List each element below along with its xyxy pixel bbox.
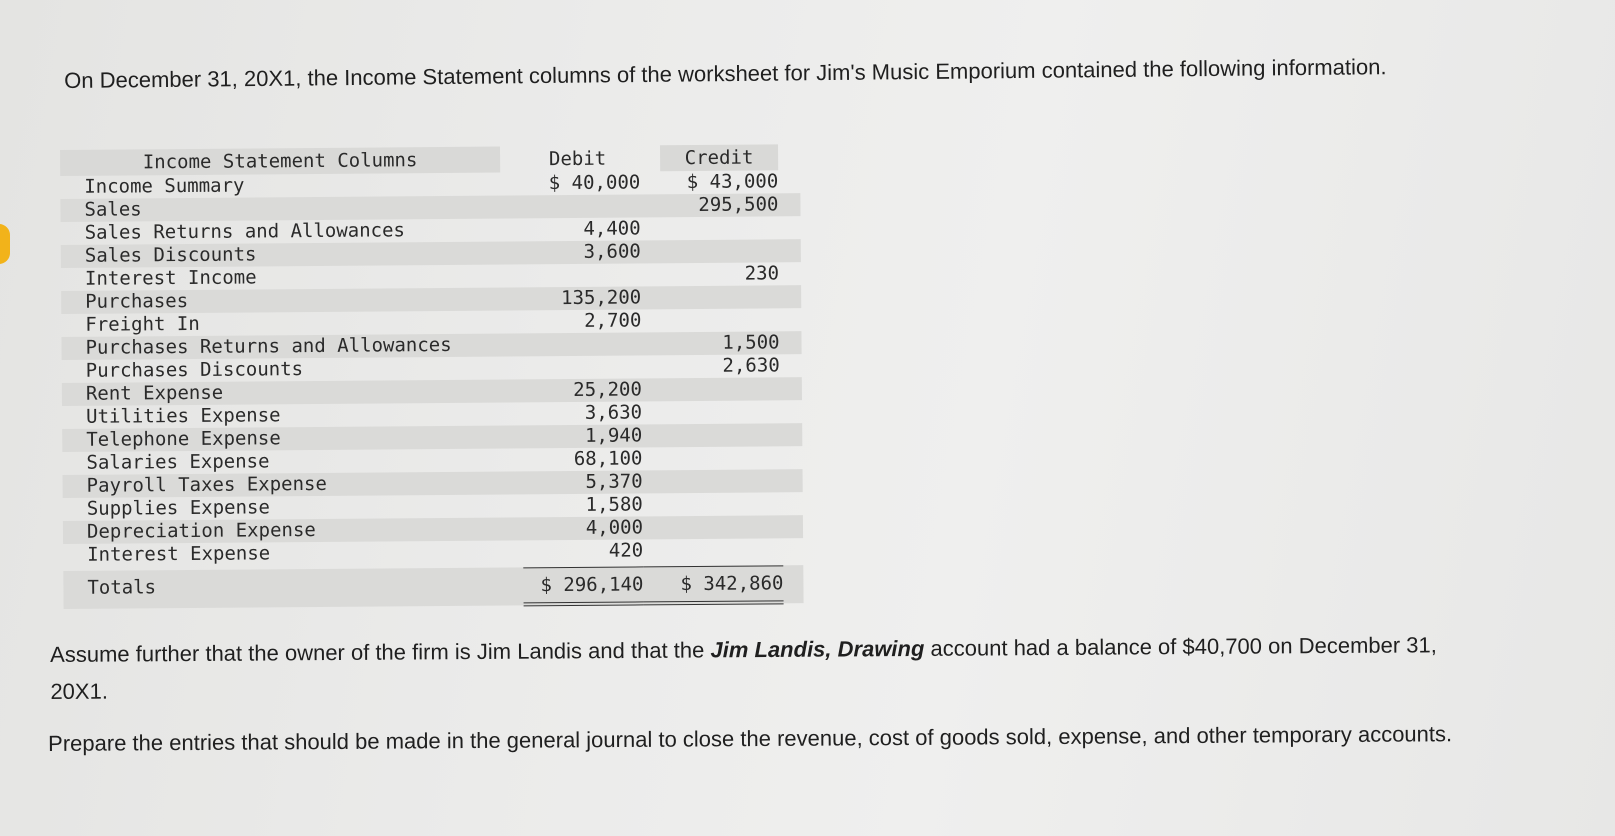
credit-amount — [662, 446, 780, 447]
worksheet-totals-row — [63, 565, 803, 609]
drawing-account-name: Jim Landis, Drawing — [710, 635, 925, 663]
income-statement-worksheet — [60, 144, 804, 609]
debit-amount: 2,700 — [584, 309, 642, 332]
side-tab-marker — [0, 224, 10, 264]
intro-paragraph: On December 31, 20X1, the Income Statement columns of the worksheet for Jim's Music Emporium contained the following information. — [64, 54, 1387, 93]
debit-amount: 25,200 — [573, 378, 642, 401]
account-name: Sales — [84, 198, 142, 221]
account-name: Depreciation Expense — [86, 519, 316, 543]
assumption-text-before: Assume further that the owner of the firm is Jim Landis and that the — [50, 637, 711, 667]
credit-amount — [662, 377, 780, 378]
credit-amount — [661, 285, 779, 286]
account-name: Sales Returns and Allowances — [84, 219, 406, 244]
debit-amount: 4,000 — [585, 516, 644, 539]
credit-amount: 2,630 — [722, 354, 780, 377]
account-name: Payroll Taxes Expense — [86, 472, 327, 497]
credit-column-header: Credit — [660, 144, 778, 171]
credit-amount — [661, 216, 779, 217]
debit-amount: 3,630 — [584, 401, 643, 424]
account-name: Sales Discounts — [84, 243, 257, 267]
worksheet-row — [63, 538, 803, 567]
debit-amount: 68,100 — [573, 447, 643, 470]
credit-amount — [662, 423, 780, 424]
account-name: Rent Expense — [85, 381, 224, 405]
debit-amount: 1,940 — [584, 424, 643, 447]
account-name: Purchases Returns and Allowances — [85, 333, 452, 359]
credit-amount: 1,500 — [722, 331, 780, 354]
worksheet-header-label: Income Statement Columns — [60, 147, 500, 176]
account-name: Supplies Expense — [86, 496, 270, 520]
account-name: Income Summary — [84, 174, 245, 198]
account-name: Purchases — [85, 289, 189, 313]
credit-total: $ 342,860 — [643, 565, 783, 605]
credit-amount — [661, 239, 779, 240]
credit-amount: 295,500 — [698, 193, 779, 216]
debit-amount: 420 — [608, 539, 644, 562]
assumption-paragraph — [50, 626, 1490, 710]
credit-amount — [663, 515, 781, 516]
credit-amount — [661, 308, 779, 309]
debit-amount — [515, 194, 640, 195]
credit-amount: $ 43,000 — [686, 170, 779, 194]
debit-amount — [516, 263, 641, 264]
account-name: Interest Expense — [87, 542, 271, 566]
debit-amount: 4,400 — [583, 217, 641, 240]
account-name: Utilities Expense — [86, 404, 281, 428]
debit-amount: 135,200 — [561, 286, 642, 310]
credit-amount: 230 — [744, 262, 780, 285]
credit-amount — [663, 469, 781, 470]
account-name: Telephone Expense — [86, 427, 281, 451]
assumption-text-after: account had a balance of $40,700 on December 31, 20X1. — [50, 632, 1437, 704]
debit-amount — [517, 355, 642, 356]
account-name: Freight In — [85, 312, 200, 336]
debit-amount: $ 40,000 — [548, 171, 641, 195]
debit-amount: 3,600 — [583, 240, 641, 263]
debit-amount: 5,370 — [585, 470, 643, 493]
account-name: Interest Income — [84, 266, 257, 290]
totals-label: Totals — [87, 576, 157, 599]
debit-column-header: Debit — [548, 147, 607, 171]
credit-amount — [662, 400, 780, 401]
debit-amount — [516, 332, 641, 333]
debit-total: $ 296,140 — [523, 566, 643, 606]
debit-amount: 1,580 — [585, 493, 643, 516]
credit-amount — [663, 538, 781, 539]
account-name: Purchases Discounts — [85, 358, 304, 382]
account-name: Salaries Expense — [86, 450, 270, 474]
credit-amount — [663, 492, 781, 493]
instruction-paragraph: Prepare the entries that should be made in the general journal to close the revenue, cost of goods sold, expense, and other temporary accounts. — [48, 721, 1453, 756]
